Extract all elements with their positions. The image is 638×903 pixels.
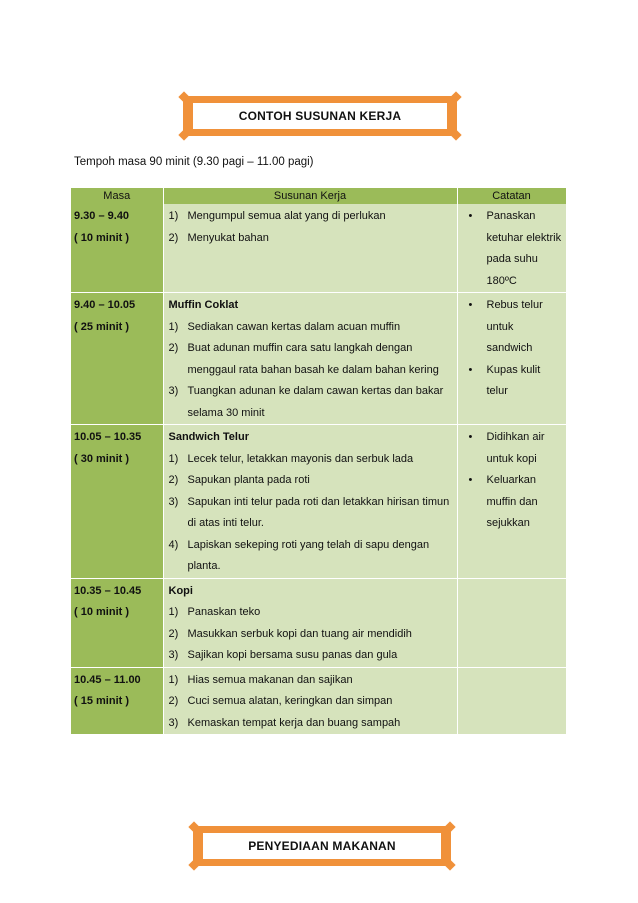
- time-range: 9.40 – 10.05: [74, 299, 136, 311]
- step-number: 3): [168, 495, 179, 508]
- step-number: 2): [168, 231, 179, 244]
- time-duration: ( 25 minit ): [74, 320, 130, 333]
- step-text: Menyukat bahan: [187, 231, 269, 244]
- step-text: Lecek telur, letakkan mayonis dan serbuk lada: [187, 452, 414, 465]
- bullet-icon: •: [468, 299, 473, 311]
- banner-corner-ornament: [444, 821, 455, 832]
- step-text: Panaskan teko: [187, 606, 261, 618]
- time-duration: ( 10 minit ): [74, 606, 130, 618]
- step-number: 1): [168, 673, 179, 686]
- step-number: 2): [168, 627, 179, 640]
- header-catatan: Catatan: [457, 188, 566, 204]
- list-item: [169, 535, 453, 578]
- step-number: 4): [168, 538, 179, 551]
- list-item: [169, 228, 453, 250]
- note-cell: [457, 425, 566, 579]
- list-item: [464, 360, 563, 403]
- list-item: [464, 295, 563, 360]
- list-item: [169, 317, 453, 339]
- list-item: [169, 713, 453, 735]
- list-item: [169, 691, 453, 713]
- header-masa: Masa: [71, 188, 163, 204]
- title-banner: [183, 96, 457, 136]
- bullet-icon: •: [468, 210, 473, 222]
- table-row: [71, 293, 566, 425]
- header-susunan-kerja: Susunan Kerja: [163, 188, 457, 204]
- list-item: [169, 381, 453, 424]
- step-number: 3): [168, 385, 179, 397]
- time-duration: ( 10 minit ): [74, 231, 130, 244]
- table-row: [71, 204, 566, 293]
- step-number: 2): [168, 695, 179, 707]
- task-steps: [169, 670, 453, 735]
- list-item: [464, 427, 563, 470]
- time-range: 9.30 – 9.40: [74, 210, 130, 222]
- banner-corner-ornament: [188, 821, 199, 832]
- step-text: Cuci semua alatan, keringkan dan simpan: [187, 695, 393, 707]
- table-row: [71, 425, 566, 579]
- list-item: [169, 206, 453, 228]
- step-text: Buat adunan muffin cara satu langkah dengan menggaul rata bahan basah ke dalam bahan kering: [187, 342, 439, 376]
- title-banner-text: CONTOH SUSUNAN KERJA: [193, 103, 447, 129]
- time-duration: ( 15 minit ): [74, 695, 130, 707]
- note-cell: [457, 578, 566, 667]
- task-cell: [163, 293, 457, 425]
- step-text: Sajikan kopi bersama susu panas dan gula: [187, 649, 398, 661]
- note-text: Didihkan air untuk kopi: [486, 431, 545, 465]
- step-text: Sediakan cawan kertas dalam acuan muffin: [187, 320, 401, 333]
- task-steps: [169, 206, 453, 249]
- duration-intro: Tempoh masa 90 minit (9.30 pagi – 11.00 pagi): [74, 156, 314, 168]
- list-item: [169, 449, 453, 471]
- bullet-icon: •: [468, 474, 473, 486]
- banner-corner-ornament: [188, 859, 199, 870]
- list-item: [464, 206, 563, 292]
- task-steps: [169, 449, 453, 578]
- list-item: [169, 624, 453, 646]
- note-list: [464, 295, 563, 403]
- table-row: [71, 667, 566, 735]
- step-text: Kemaskan tempat kerja dan buang sampah: [187, 716, 401, 729]
- note-text: Rebus telur untuk sandwich: [486, 299, 543, 354]
- list-item: [169, 338, 453, 381]
- work-schedule-table: [71, 188, 567, 735]
- time-range: 10.35 – 10.45: [74, 584, 142, 597]
- task-cell: [163, 578, 457, 667]
- list-item: [169, 670, 453, 692]
- step-text: Hias semua makanan dan sajikan: [187, 673, 353, 686]
- time-range: 10.05 – 10.35: [74, 431, 142, 443]
- task-steps: [169, 317, 453, 425]
- step-text: Sapukan inti telur pada roti dan letakkan hirisan timun di atas inti telur.: [187, 495, 450, 529]
- list-item: [169, 602, 453, 624]
- list-item: [169, 470, 453, 492]
- step-text: Tuangkan adunan ke dalam cawan kertas dan bakar selama 30 minit: [187, 385, 444, 419]
- task-heading: Kopi: [168, 584, 193, 597]
- step-number: 1): [168, 606, 179, 618]
- step-number: 1): [168, 452, 179, 465]
- step-text: Sapukan planta pada roti: [187, 474, 310, 486]
- list-item: [169, 645, 453, 667]
- banner-corner-ornament: [450, 91, 461, 102]
- banner-corner-ornament: [178, 91, 189, 102]
- bullet-icon: •: [468, 431, 473, 443]
- banner-corner-ornament: [450, 129, 461, 140]
- step-text: Masukkan serbuk kopi dan tuang air mendidih: [187, 627, 412, 640]
- table-row: [71, 578, 566, 667]
- note-cell: [457, 204, 566, 293]
- note-text: Panaskan ketuhar elektrik pada suhu 180ºC: [486, 210, 562, 287]
- note-text: Kupas kulit telur: [486, 363, 541, 397]
- step-text: Mengumpul semua alat yang di perlukan: [187, 210, 386, 222]
- task-heading: Muffin Coklat: [168, 299, 239, 311]
- time-cell: [71, 293, 163, 425]
- banner-corner-ornament: [178, 129, 189, 140]
- time-cell: [71, 578, 163, 667]
- list-item: [464, 470, 563, 535]
- note-cell: [457, 293, 566, 425]
- time-range: 10.45 – 11.00: [74, 673, 141, 686]
- task-cell: [163, 204, 457, 293]
- note-cell: [457, 667, 566, 735]
- time-cell: [71, 667, 163, 735]
- bullet-icon: •: [468, 363, 473, 376]
- list-item: [169, 492, 453, 535]
- step-number: 2): [168, 474, 179, 486]
- task-cell: [163, 425, 457, 579]
- note-list: [464, 206, 563, 292]
- step-number: 1): [168, 320, 179, 333]
- step-number: 3): [168, 716, 179, 729]
- banner-corner-ornament: [444, 859, 455, 870]
- note-list: [464, 427, 563, 535]
- footer-banner-text: PENYEDIAAN MAKANAN: [203, 833, 441, 859]
- table-header-row: [71, 188, 566, 204]
- step-text: Lapiskan sekeping roti yang telah di sapu dengan planta.: [187, 538, 430, 572]
- step-number: 2): [168, 342, 179, 354]
- step-number: 3): [168, 649, 179, 661]
- task-heading: Sandwich Telur: [168, 431, 249, 443]
- step-number: 1): [168, 210, 179, 222]
- time-cell: [71, 204, 163, 293]
- task-cell: [163, 667, 457, 735]
- time-cell: [71, 425, 163, 579]
- note-text: Keluarkan muffin dan sejukkan: [486, 474, 538, 529]
- time-duration: ( 30 minit ): [74, 452, 130, 465]
- task-steps: [169, 602, 453, 667]
- footer-banner: [193, 826, 451, 866]
